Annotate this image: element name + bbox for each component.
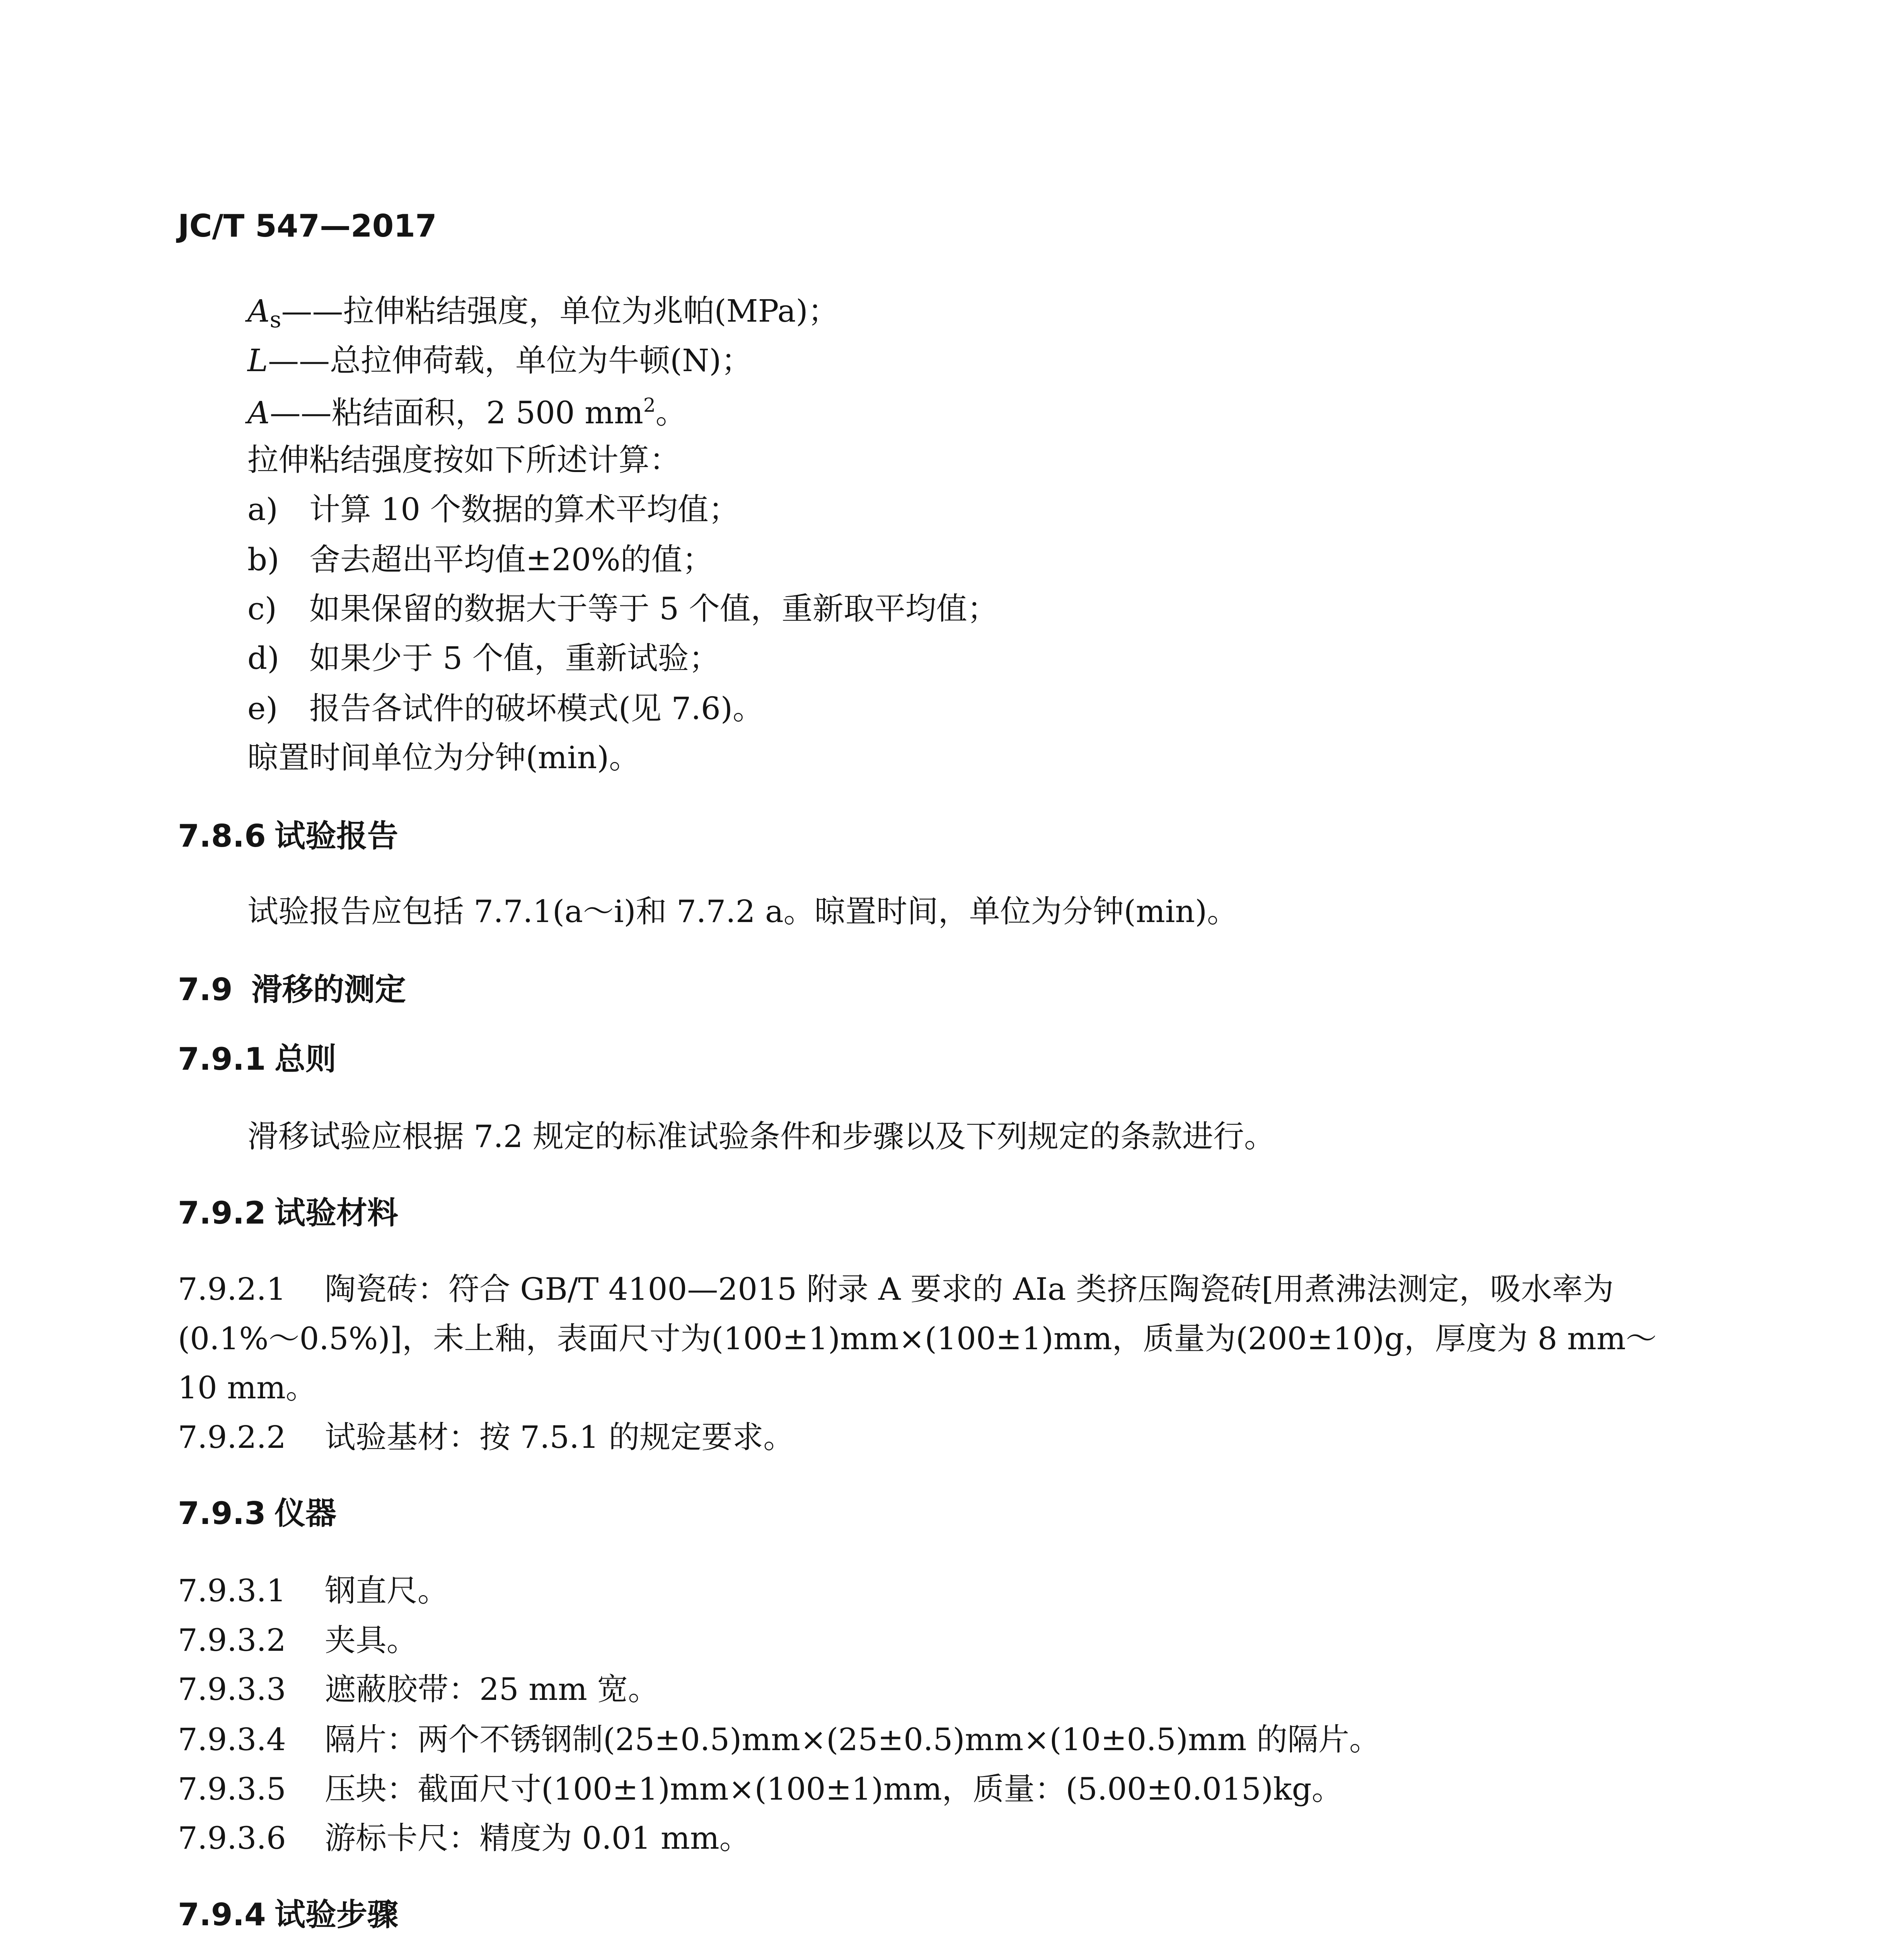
definition-superscript: 2 <box>643 394 656 416</box>
clause-text: 隔片：两个不锈钢制(25±0.5)mm×(25±0.5)mm×(10±0.5)mm 的隔片。 <box>325 1722 1381 1757</box>
clause-line: 10 mm。 <box>178 1370 317 1406</box>
section-heading-7-9-4 <box>178 1897 398 1933</box>
definition-as <box>247 293 839 333</box>
clause-number: 7.9.3.1 <box>178 1573 286 1609</box>
calc-item-label: c) <box>247 591 277 627</box>
section-number: 7.9.3 <box>178 1495 266 1531</box>
section-number: 7.8.6 <box>178 818 266 854</box>
clause-text: 夹具。 <box>325 1622 418 1658</box>
clause-number: 7.9.2.2 <box>178 1419 286 1455</box>
definition-dash: —— <box>268 343 330 378</box>
clause-text: 压块：截面尺寸(100±1)mm×(100±1)mm，质量：(5.00±0.015)kg。 <box>325 1771 1343 1807</box>
instrument-item <box>178 1724 1380 1755</box>
definition-dash: —— <box>281 293 343 329</box>
calc-item-text: 如果少于 5 个值，重新试验； <box>309 640 720 676</box>
paragraph-7-8-6: 试验报告应包括 7.7.1(a～i)和 7.7.2 a。晾置时间，单位为分钟(min)。 <box>247 893 1238 929</box>
clause-text: 遮蔽胶带：25 mm 宽。 <box>325 1671 659 1707</box>
standard-code: JC/T 547—2017 <box>178 208 437 244</box>
clause-number: 7.9.3.3 <box>178 1671 286 1707</box>
calc-item-label: a) <box>247 491 278 527</box>
clause-number: 7.9.3.5 <box>178 1771 286 1807</box>
calc-item-text: 计算 10 个数据的算术平均值； <box>309 491 740 527</box>
clause-line: 陶瓷砖：符合 GB/T 4100—2015 附录 A 要求的 AⅠa 类挤压陶瓷砖[用煮沸法测定，吸水率为 <box>325 1271 1614 1307</box>
definition-text: 粘结面积，2 500 mm <box>331 395 643 431</box>
calc-item <box>247 640 720 676</box>
calc-item-text: 舍去超出平均值±20%的值； <box>309 542 713 578</box>
clause-number: 7.9.3.6 <box>178 1820 286 1856</box>
calc-item <box>247 690 764 726</box>
instrument-item <box>178 1820 750 1856</box>
calc-item-label: d) <box>247 640 280 676</box>
clause-7-9-2-2 <box>178 1419 794 1455</box>
calc-item-text: 如果保留的数据大于等于 5 个值，重新取平均值； <box>309 591 998 627</box>
clause-number: 7.9.3.2 <box>178 1622 286 1658</box>
definition-a <box>247 394 687 431</box>
section-title: 滑移的测定 <box>251 972 406 1007</box>
section-heading-7-9 <box>178 974 406 1005</box>
section-title: 总则 <box>274 1041 336 1077</box>
definition-symbol: A <box>247 293 270 329</box>
definition-text: 拉伸粘结强度，单位为兆帕(MPa)； <box>343 293 839 329</box>
definition-dash: —— <box>269 395 332 431</box>
section-heading-7-8-6 <box>178 818 398 854</box>
calc-item-text: 报告各试件的破坏模式(见 7.6)。 <box>309 690 764 726</box>
clause-text: 钢直尺。 <box>325 1573 448 1609</box>
definition-tail: 。 <box>655 395 687 431</box>
clause-number: 7.9.2.1 <box>178 1271 286 1307</box>
section-heading-7-9-1 <box>178 1041 336 1077</box>
clause-number: 7.9.3.4 <box>178 1722 286 1757</box>
definition-symbol: L <box>247 343 268 378</box>
definition-symbol: A <box>247 395 270 431</box>
calc-item <box>247 491 740 527</box>
calc-item-label: e) <box>247 690 278 726</box>
calc-item <box>247 542 713 578</box>
instrument-item <box>178 1573 448 1609</box>
clause-text: 试验基材：按 7.5.1 的规定要求。 <box>325 1419 794 1455</box>
instrument-item <box>178 1622 418 1658</box>
section-number: 7.9.2 <box>178 1195 266 1231</box>
calc-item-label: b) <box>247 542 280 578</box>
open-time-unit: 晾置时间单位为分钟(min)。 <box>247 740 640 776</box>
clause-7-9-2-1 <box>178 1271 1614 1307</box>
calc-item <box>247 591 998 627</box>
section-title: 试验步骤 <box>274 1897 398 1933</box>
calc-intro: 拉伸粘结强度按如下所述计算： <box>247 442 680 478</box>
paragraph-7-9-1: 滑移试验应根据 7.2 规定的标准试验条件和步骤以及下列规定的条款进行。 <box>247 1118 1275 1154</box>
section-heading-7-9-3 <box>178 1495 336 1531</box>
clause-line: (0.1%～0.5%)]，未上釉，表面尺寸为(100±1)mm×(100±1)mm，质量为(200±10)g，厚度为 8 mm～ <box>178 1321 1657 1357</box>
section-heading-7-9-2 <box>178 1195 398 1231</box>
instrument-item <box>178 1771 1343 1807</box>
clause-text: 游标卡尺：精度为 0.01 mm。 <box>325 1820 750 1856</box>
definition-text: 总拉伸荷载，单位为牛顿(N)； <box>330 343 752 378</box>
instrument-item <box>178 1671 659 1707</box>
section-title: 试验材料 <box>274 1195 398 1231</box>
section-number: 7.9.1 <box>178 1041 266 1077</box>
section-title: 试验报告 <box>274 818 398 854</box>
section-number: 7.9 <box>178 972 233 1007</box>
definition-l <box>247 345 752 376</box>
section-number: 7.9.4 <box>178 1897 266 1933</box>
section-title: 仪器 <box>274 1495 336 1531</box>
definition-subscript: s <box>269 306 281 333</box>
